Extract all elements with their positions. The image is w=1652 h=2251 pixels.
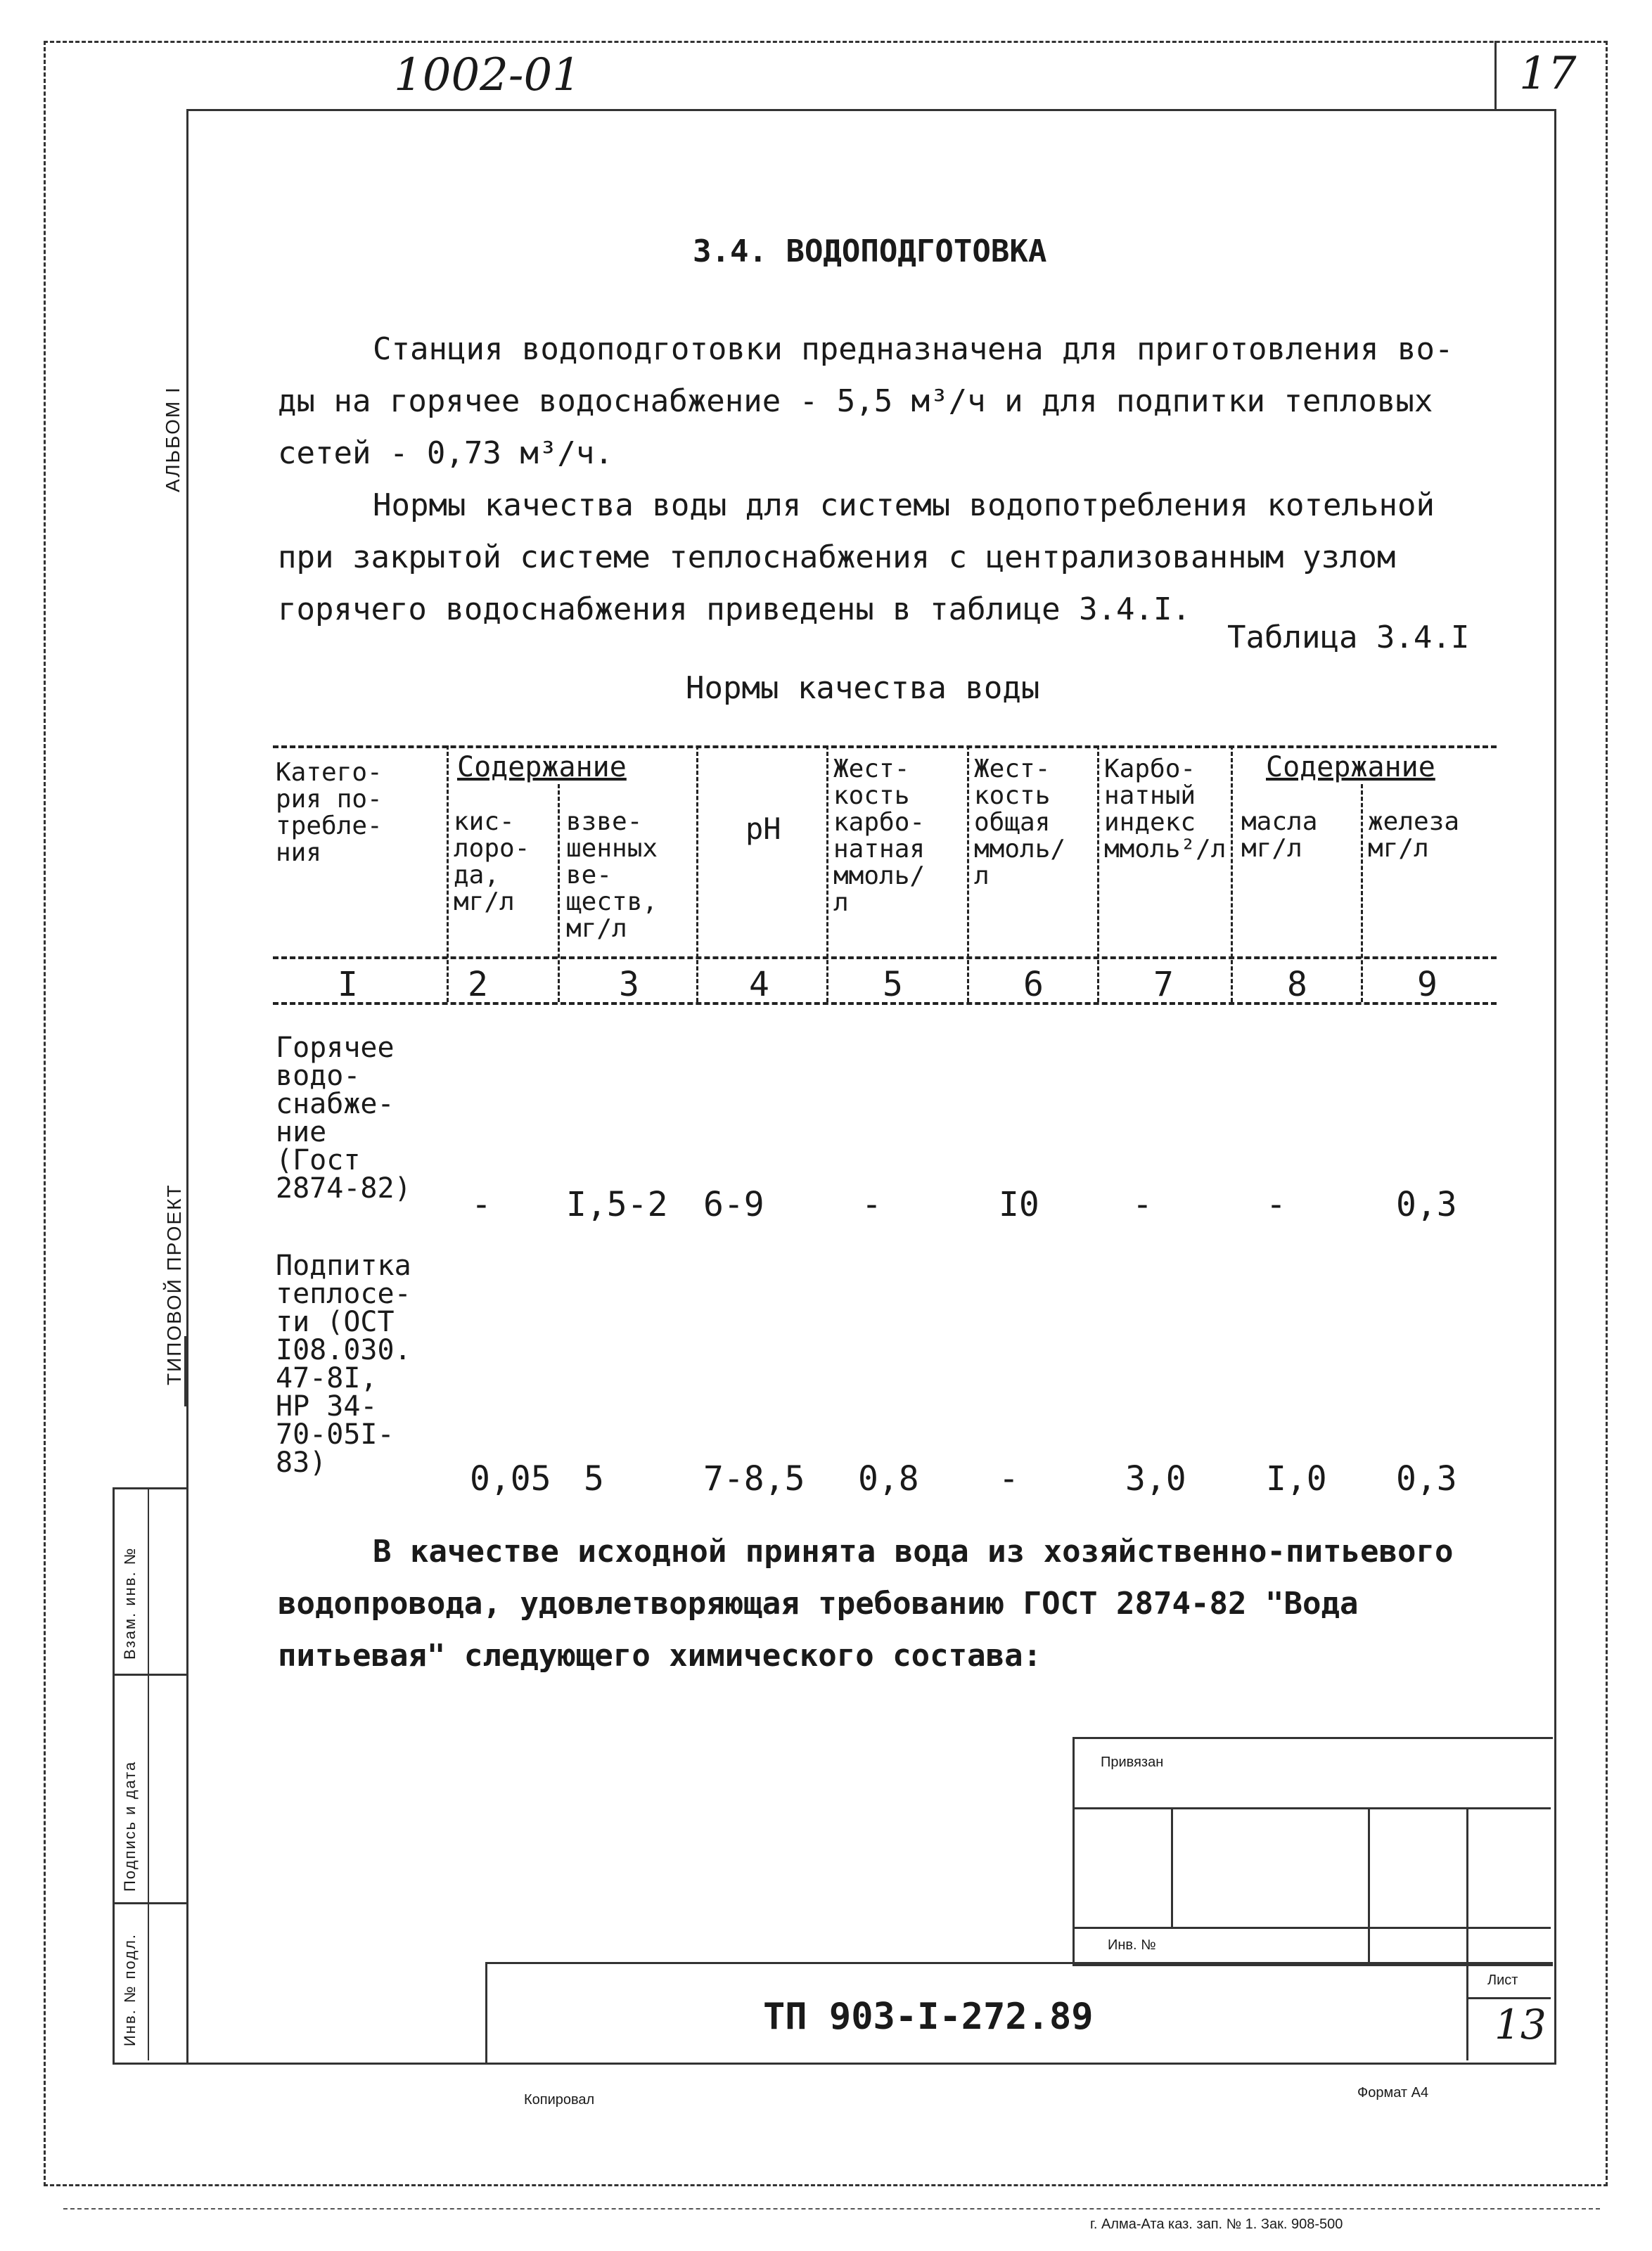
row2-hardness-carb: 0,8 [858,1459,919,1499]
col-divider-7 [1231,745,1233,1002]
footer-copied: Копировал [524,2092,595,2108]
intro-line-5: при закрытой системе теплоснабжения с централизованным узлом [278,539,1396,575]
row1-hardness-total: I0 [999,1185,1039,1224]
col-header-oxygen: кис- лоро- да, мг/л [454,807,530,916]
row2-category: Подпитка теплосе- ти (ОСТ I08.030. 47-8I, НР 34- 70-05I- 83) [276,1250,411,1479]
doc-code: 1002-01 [394,49,581,101]
row2-hardness-total: - [999,1459,1019,1499]
table-caption: Нормы качества воды [686,670,1040,706]
table-header-bottom-rule [273,956,1497,959]
project-label: ТИПОВОЙ ПРОЕКТ [163,1184,185,1385]
sheet-number: 13 [1494,2001,1547,2048]
col-divider-6 [1097,745,1099,1002]
row2-oil: I,0 [1266,1459,1327,1499]
binding-stamp-divider-2 [1368,1807,1370,1962]
stamp-label-inv: Инв. № подл. [121,1932,139,2046]
outro-line-3: питьевая" следующего химического состава: [278,1638,1042,1674]
intro-line-3: сетей - 0,73 м³/ч. [278,435,613,471]
col-divider-3 [696,745,698,1002]
binding-stamp [1072,1737,1553,1966]
col-number-1: I [338,965,358,1004]
intro-line-6: горячего водоснабжения приведены в таблице 3.4.I. [278,591,1191,627]
row2-suspended: 5 [584,1459,604,1499]
footer-rule [63,2208,1600,2210]
outro-line-1: В качестве исходной принята вода из хозяйственно-питьевого [373,1534,1454,1570]
col-divider-1 [447,745,449,1002]
col-header-ph: pH [745,812,781,846]
col-number-5: 5 [883,965,903,1004]
document-code: ТП 903-I-272.89 [763,1996,1094,2038]
col-number-7: 7 [1153,965,1174,1004]
outro-line-2: водопровода, удовлетворяющая требованию ГОСТ 2874-82 "Вода [278,1586,1359,1622]
top-sheet-divider [1494,41,1497,109]
col-divider-4 [826,745,828,1002]
row1-suspended: I,5-2 [566,1185,668,1224]
table-label: Таблица 3.4.I [1227,620,1470,655]
col-divider-8 [1361,784,1363,1002]
code-block-sheet-divider [1466,1962,1468,2060]
binding-stamp-rule [1072,1807,1551,1809]
footer-format: Формат А4 [1357,2085,1429,2101]
row2-oxygen: 0,05 [470,1459,551,1499]
intro-line-4: Нормы качества воды для системы водопотребления котельной [373,487,1435,523]
binding-stamp-divider-1 [1171,1807,1173,1927]
row2-carb-index: 3,0 [1125,1459,1186,1499]
col-header-iron: железа мг/л [1368,807,1460,863]
col-divider-5 [967,745,969,1002]
col-header-hardness-total: Жест- кость общая ммоль/ л [974,755,1066,890]
album-label: АЛЬБОМ I [162,386,184,492]
table-top-rule [273,745,1497,748]
binding-stamp-label: Привязан [1101,1755,1164,1770]
row1-oil: - [1266,1185,1286,1224]
stamp-divider [148,1487,149,2060]
stamp-row-line-2 [113,1902,186,1904]
code-block-sheet-rule [1466,1997,1551,1999]
binding-stamp-inv-label: Инв. № [1108,1937,1156,1953]
col-number-6: 6 [1023,965,1044,1004]
group-header-2: Содержание [1266,751,1435,783]
row1-hardness-carb: - [862,1185,882,1224]
row2-ph: 7-8,5 [703,1459,805,1499]
col-header-category: Катего- рия по- требле- ния [276,758,383,867]
col-header-hardness-carb: Жест- кость карбо- натная ммоль/ л [833,755,926,917]
stamp-label-replace: Взам. инв. № [121,1546,139,1660]
col-header-suspended: взве- шенных ве- ществ, мг/л [566,807,658,943]
col-header-oil: масла мг/л [1241,807,1318,863]
section-title: 3.4. ВОДОПОДГОТОВКА [693,233,1047,269]
stamp-label-sign: Подпись и дата [121,1760,139,1892]
col-number-9: 9 [1417,965,1438,1004]
code-block-sheet-label: Лист [1487,1973,1518,1988]
binding-stamp-rule-2 [1072,1927,1551,1929]
row1-carb-index: - [1132,1185,1153,1224]
col-number-4: 4 [749,965,769,1004]
binding-stamp-divider-3 [1466,1807,1468,1962]
col-number-8: 8 [1287,965,1307,1004]
row1-iron: 0,3 [1396,1185,1457,1224]
intro-line-1: Станция водоподготовки предназначена для приготовления во- [373,331,1454,367]
row2-iron: 0,3 [1396,1459,1457,1499]
col-number-3: 3 [619,965,639,1004]
footer-print-info: г. Алма-Ата каз. зап. № 1. Зак. 908-500 [1090,2217,1343,2232]
col-number-2: 2 [468,965,488,1004]
stamp-row-line-1 [113,1674,186,1676]
col-header-carb-index: Карбо- натный индекс ммоль²/л [1104,755,1227,864]
margin-line [184,1336,187,1406]
intro-line-2: ды на горячее водоснабжение - 5,5 м³/ч и для подпитки тепловых [278,383,1433,419]
sheet-number-top: 17 [1519,48,1577,100]
group-header-1: Содержание [457,751,627,783]
row1-ph: 6-9 [703,1185,764,1224]
col-divider-2 [558,784,560,1002]
row1-oxygen: - [471,1185,492,1224]
row1-category: Горячее водо- снабже- ние (Гост 2874-82) [276,1032,411,1205]
